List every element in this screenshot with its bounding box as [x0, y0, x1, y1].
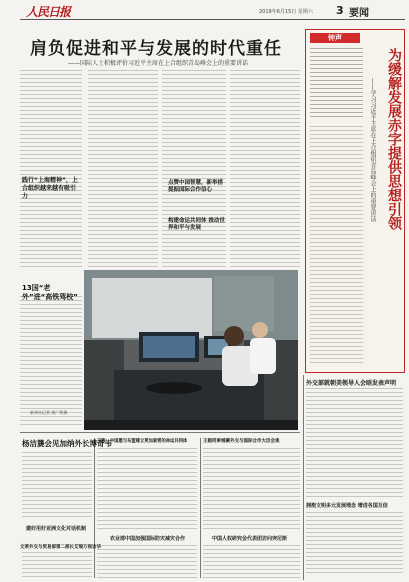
main-headline: 肩负促进和平与发展的时代重任 — [30, 39, 282, 59]
commentary-subheadline: ——学习习近平主席在上合组织青岛峰会上的重要讲话 — [369, 78, 376, 222]
commentary-column — [310, 126, 363, 366]
article-column — [22, 452, 92, 520]
news-headline: 王毅同柬埔寨外交与国际合作大臣会谈 — [203, 439, 280, 444]
news-headline: 文莱外交与贸易部第二部长艾瑞万视访华 — [20, 545, 101, 550]
issue-date: 2019年6月15日 星期六 — [259, 9, 313, 15]
article-column — [162, 70, 226, 268]
news-headline: 中国人权研究会代表团访问突尼斯 — [212, 536, 288, 542]
section-heading: 践行“上海精神”，上合组织越来越有吸引力 — [22, 177, 78, 200]
masthead — [0, 0, 409, 18]
commentary-headline: 为缓解发展赤字提供思想引领 — [386, 48, 402, 230]
section-divider — [20, 432, 300, 433]
section-divider — [200, 438, 201, 578]
newspaper-logo: 人民日报 — [26, 5, 71, 19]
article-column — [22, 552, 92, 578]
news-headline: 拥抱文明多元发展理念 增进各国互信 — [306, 503, 388, 509]
article-column — [203, 545, 300, 578]
article-column — [88, 70, 158, 268]
article-column — [20, 70, 82, 270]
article-column — [203, 448, 300, 530]
masthead-divider — [20, 19, 405, 20]
commentary-column — [310, 48, 363, 118]
section-heading: 13国“老外”进“高铁驾校” — [22, 284, 78, 301]
article-column — [230, 70, 300, 268]
commentary-label: 钟声 — [328, 34, 342, 42]
section-heading: 点赞中国智慧，新举措提振国际合作信心 — [168, 180, 224, 193]
news-headline: 杨洁篪会见加纳外长博奇韦 — [22, 439, 112, 448]
train-simulator-photo — [84, 270, 298, 430]
news-photo — [84, 270, 298, 430]
news-headline: 外交部就朝美领导人会晤发表声明 — [306, 380, 397, 387]
section-divider — [303, 375, 304, 580]
news-headline: 建好用好亚洲文化对话机制 — [26, 526, 87, 532]
news-headline: 王毅：中国愿与东盟建立更加紧密的命运共同体 — [97, 439, 188, 444]
article-column — [97, 545, 197, 578]
article-column — [20, 296, 82, 426]
section-divider — [94, 438, 95, 578]
news-headline: 农业部中国加强国际防灾减灾合作 — [110, 536, 186, 542]
article-column — [306, 388, 403, 498]
article-column — [97, 448, 197, 530]
article-column — [306, 512, 403, 576]
page-section-name: 要闻 — [349, 8, 369, 19]
main-subheadline: ——国际人士积极评价习近平主席在上合组织青岛峰会上的重要讲话 — [67, 60, 248, 67]
photo-credit: 新华社记者 邢广利摄 — [30, 410, 68, 415]
section-heading: 构建命运共同体 推动世界和平与发展 — [168, 218, 225, 231]
page-number: 3 — [336, 4, 344, 17]
